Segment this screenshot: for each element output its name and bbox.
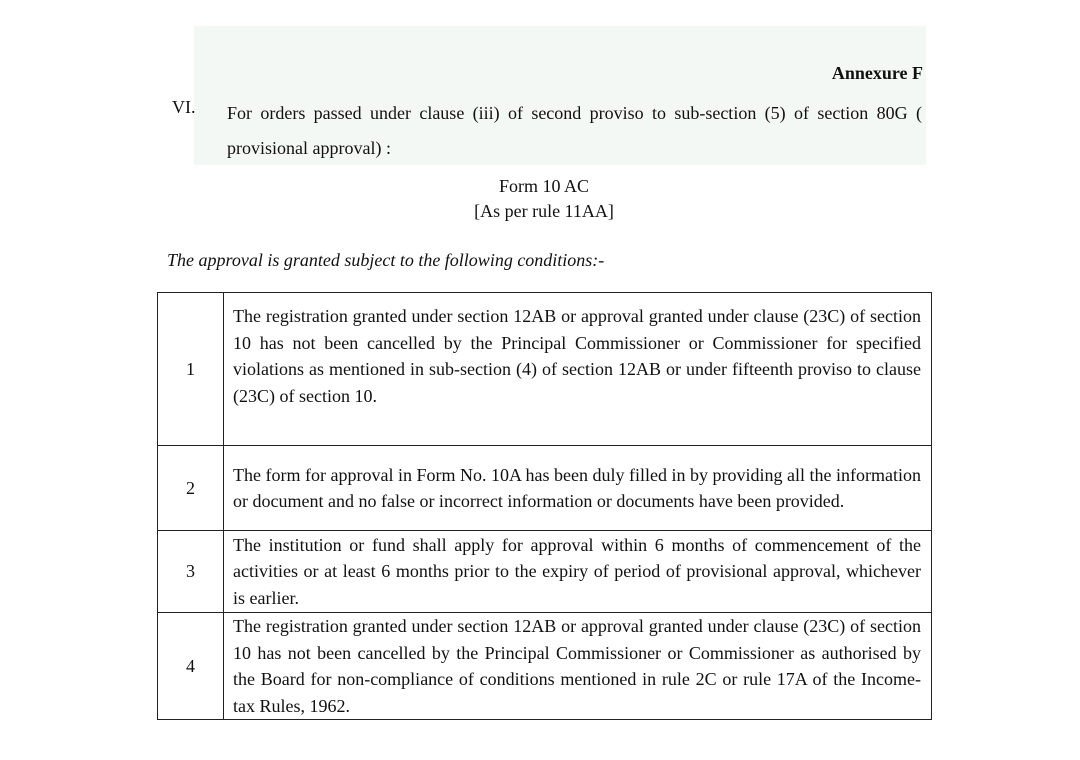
condition-number: 1 xyxy=(158,293,224,446)
condition-text: The registration granted under section 12AB or approval granted under clause (23C) of section 10 has not been cancelled by the Principal Commissioner or Commissioner for specified violations as mentioned in sub-section (4) of section 12AB or under fifteenth proviso to clause (23C) of section 10. xyxy=(224,293,932,446)
form-subtitle: [As per rule 11AA] xyxy=(474,201,614,221)
table-row xyxy=(158,613,932,720)
annexure-label: Annexure F xyxy=(831,63,923,83)
condition-text: The registration granted under section 12AB or approval granted under clause (23C) of section 10 has not been cancelled by the Principal Commissioner or Commissioner as authorised by the Board for non-compliance of conditions mentioned in rule 2C or rule 17A of the Income- tax Rules, 1962. xyxy=(224,613,932,720)
form-title: Form 10 AC xyxy=(498,176,590,196)
condition-number: 2 xyxy=(158,446,224,531)
section-number: VI. xyxy=(172,97,196,117)
condition-text: The institution or fund shall apply for approval within 6 months of commencement of the activities or at least 6 months prior to the expiry of period of provisional approval, whichever is earlier. xyxy=(224,531,932,613)
condition-number: 3 xyxy=(158,531,224,613)
table-row xyxy=(158,531,932,613)
table-row xyxy=(158,293,932,446)
condition-number: 4 xyxy=(158,613,224,720)
conditions-intro: The approval is granted subject to the following conditions:- xyxy=(167,250,605,270)
table-row xyxy=(158,446,932,531)
condition-text: The form for approval in Form No. 10A has been duly filled in by providing all the information or document and no false or incorrect information or documents have been provided. xyxy=(224,446,932,531)
section-heading: For orders passed under clause (iii) of second proviso to sub-section (5) of section 80G ( provisional approval) : xyxy=(227,103,922,158)
conditions-table xyxy=(157,292,932,720)
